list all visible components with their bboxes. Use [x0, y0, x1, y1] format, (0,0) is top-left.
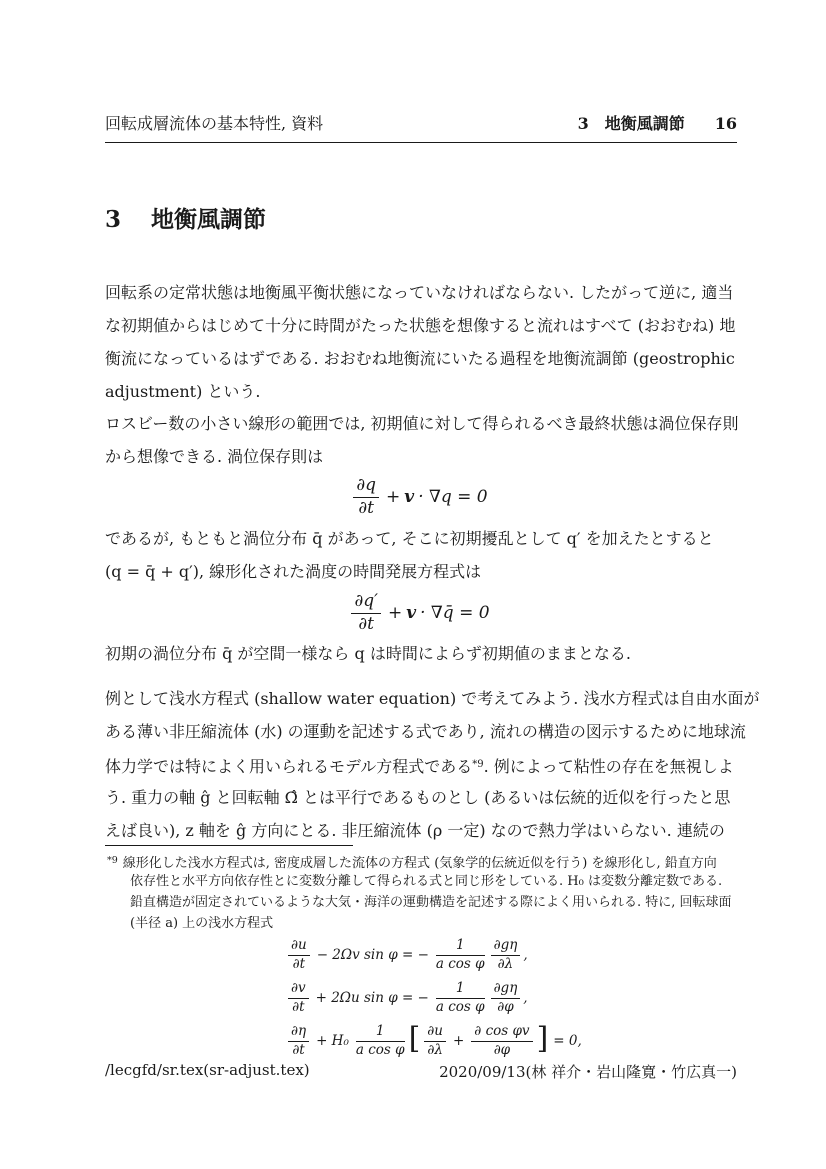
open-bracket: [: [408, 1021, 421, 1056]
header-section-number: 3: [577, 114, 589, 133]
header-page-number: 16: [714, 114, 737, 133]
text-line: adjustment) という.: [105, 382, 261, 401]
footnote: [105, 850, 737, 934]
equation-middle: − 2Ωv sin φ = −: [316, 947, 429, 963]
fraction: $\frac{\partial v}{\partial t}$: [288, 981, 309, 1015]
equation-pv-linearized: [105, 588, 737, 638]
equation-middle: + 2Ωu sin φ = −: [315, 990, 429, 1006]
text-segment: 線形化した浅水方程式は, 密度成層した流体の方程式 (気象学的伝統近似を行う) を線形化し, 鉛直方向: [122, 856, 717, 871]
paragraph-rossby: [105, 407, 737, 473]
text-line: 初期の渦位分布 q̄ が空間一様なら q は時間によらず初期値のままとなる.: [105, 644, 631, 663]
fraction: $\frac{1}{\text{a cos φ}}$: [355, 1022, 405, 1058]
footnote-line: (半径 a) 上の浅水方程式: [130, 916, 274, 931]
footnote-line: 依存性と水平方向依存性とに変数分離して得られる式と同じ形をしている. H₀ は変数分離定数である.: [130, 874, 723, 889]
footnote-rule: [105, 845, 353, 846]
text-line: 回転系の定常状態は地衡風平衡状態になっていなければならない. したがって逆に, 適当: [105, 283, 734, 302]
footnote-line: 鉛直構造が固定されているような大気・海洋の運動構造を記述する際によく用いられる. 特に, 回転球面: [130, 895, 732, 910]
text-line: ロスビー数の小さい線形の範囲では, 初期値に対して得られるべき最終状態は渦位保存則: [105, 414, 739, 433]
equation-tail: = 0,: [553, 1033, 582, 1049]
equation-rest: · ∇q = 0: [418, 487, 488, 507]
text-line: 例として浅水方程式 (shallow water equation) で考えてみよう. 浅水方程式は自由水面が: [105, 689, 760, 708]
header-left-title: 回転成層流体の基本特性, 資料: [105, 114, 324, 133]
fraction: $\frac{\partial q}{\partial t}$: [353, 476, 379, 518]
vector-v: v: [406, 603, 417, 623]
equation-middle: + H₀: [316, 1033, 349, 1049]
section-number: 3: [105, 206, 122, 233]
fraction: $\frac{\partial q'}{\partial t}$: [351, 592, 381, 634]
fraction: $\frac{\partial\eta}{\partial t}$: [288, 1024, 309, 1058]
text-line: えば良い), z 軸を ĝ 方向にとる. 非圧縮流体 (ρ 一定) なので熱力学はいらない. 連続の: [105, 821, 725, 840]
text-segment: . 例によって粘性の存在を無視しよ: [483, 757, 734, 776]
equation-momentum-u: [285, 936, 737, 974]
text-segment: 体力学では特によく用いられるモデル方程式である: [105, 757, 473, 776]
fraction: $\frac{\partial u}{\partial\lambda}$: [424, 1024, 446, 1058]
equation-momentum-v: [285, 979, 737, 1017]
header-section-title: 地衡風調節: [604, 114, 685, 133]
operator: +: [387, 603, 403, 623]
equation-continuity: [285, 1022, 737, 1060]
text-line: 衡流になっているはずである. おおむね地衡流にいたる過程を地衡流調節 (geostrophic: [105, 349, 735, 368]
footnote-line: [105, 850, 737, 871]
fraction: $\frac{\partial u}{\partial t}$: [288, 938, 310, 972]
section-title: 地衡風調節: [151, 207, 267, 233]
text-line: ある薄い非圧縮流体 (水) の運動を記述する式であり, 流れの構造の図示するために地球流: [105, 722, 746, 741]
operator: +: [386, 487, 401, 507]
fraction: $\frac{\partial g\eta}{\partial\lambda}$: [491, 938, 521, 972]
fraction: $\frac{1}{\text{a cos φ}}$: [435, 936, 485, 972]
equation-rest: · ∇q̄ = 0: [420, 603, 490, 623]
text-line: う. 重力の軸 ĝ と回転軸 Ω̂ とは平行であるものとし (あるいは伝統的近似を行ったと思: [105, 788, 731, 807]
vector-v: v: [404, 487, 415, 507]
header-right: [578, 113, 737, 135]
paragraph-intro: [105, 276, 737, 408]
footnote-marker: *9: [107, 855, 118, 866]
footnote-equations: [105, 936, 737, 1065]
paragraph-perturbation: [105, 522, 737, 588]
page-header: [105, 113, 737, 135]
paragraph-initial-value: [105, 637, 737, 670]
operator: +: [452, 1033, 465, 1049]
text-line: (q = q̄ + q′), 線形化された渦度の時間発展方程式は: [105, 562, 482, 581]
footnote-reference: *9: [472, 759, 484, 770]
footer-source-path: /lecgfd/sr.tex(sr-adjust.tex): [105, 1061, 310, 1079]
header-rule: [105, 142, 737, 143]
section-heading: [105, 201, 737, 234]
fraction: $\frac{\text{∂ cos φv}}{\partial\varphi}$: [471, 1024, 532, 1058]
fraction: $\frac{1}{\text{a cos φ}}$: [435, 979, 485, 1015]
footer-date-authors: 2020/09/13(林 祥介・岩山隆寛・竹広真一): [439, 1063, 737, 1081]
text-line: であるが, もともと渦位分布 q̄ があって, そこに初期擾乱として q′ を加えたとすると: [105, 529, 714, 548]
equation-tail: ,: [523, 990, 528, 1006]
close-bracket: ]: [536, 1021, 549, 1056]
paragraph-shallow-water: [105, 682, 760, 847]
equation-tail: ,: [523, 947, 528, 963]
page-footer: [105, 1061, 737, 1082]
text-line: [105, 748, 737, 781]
text-line: から想像できる. 渦位保存則は: [105, 447, 324, 466]
fraction: $\frac{\partial g\eta}{\partial\varphi}$: [491, 981, 521, 1015]
equation-pv-conservation: [105, 472, 737, 522]
text-line: な初期値からはじめて十分に時間がたった状態を想像すると流れはすべて (おおむね) 地: [105, 316, 736, 335]
